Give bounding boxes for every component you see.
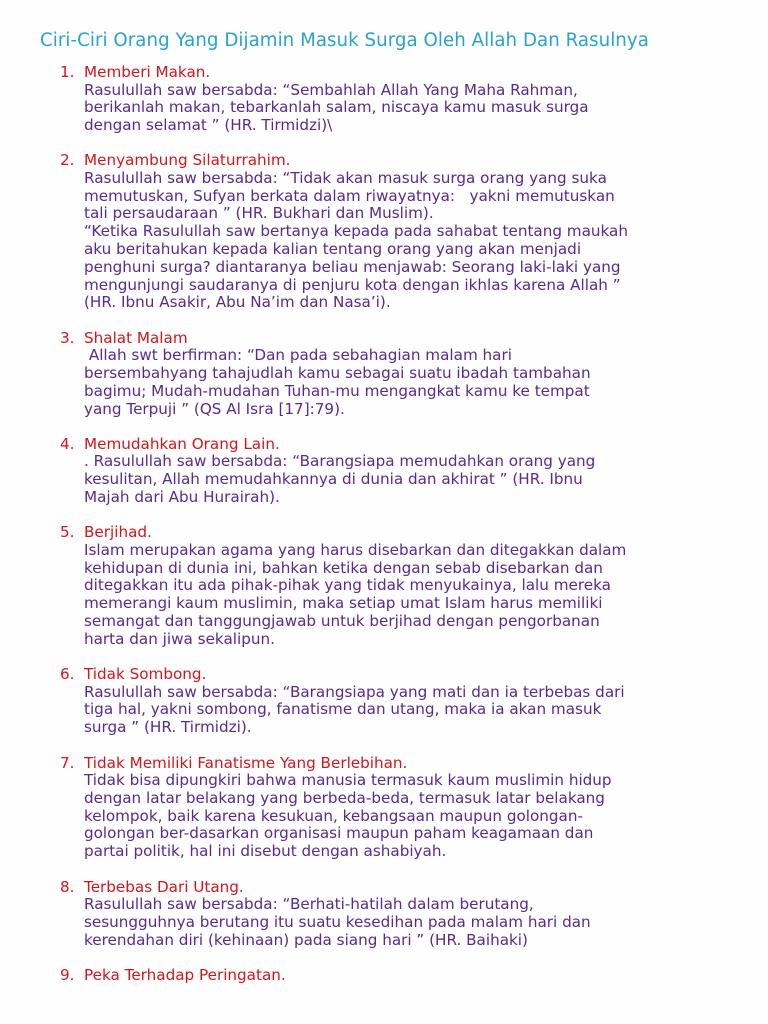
body-line: golongan ber-dasarkan organisasi maupun paham keagamaan dan: [84, 824, 594, 843]
list-item: [60, 879, 760, 950]
list-item: [60, 330, 760, 419]
item-number: 4.: [60, 434, 75, 453]
body-line: Rasulullah saw bersabda: “Tidak akan masuk surga orang yang suka: [84, 168, 607, 187]
body-line: Rasulullah saw bersabda: “Berhati-hatilah dalam berutang,: [84, 895, 534, 913]
list-item: [60, 152, 760, 312]
item-heading-text: Memberi Makan.: [84, 63, 211, 81]
item-heading: [60, 152, 760, 170]
list-item: [60, 755, 760, 861]
item-number: 2.: [60, 151, 75, 170]
criteria-list: [60, 64, 760, 1002]
body-line: semangat dan tanggungjawab untuk berjihad dengan pengorbanan: [84, 612, 600, 631]
body-line: partai politik, hal ini disebut dengan ashabiyah.: [84, 842, 447, 861]
item-body: [84, 542, 760, 649]
body-line: Tidak bisa dipungkiri bahwa manusia termasuk kaum muslimin hidup: [84, 771, 612, 790]
item-heading: [60, 330, 760, 348]
item-heading-text: Shalat Malam: [84, 328, 188, 347]
body-line: “Ketika Rasulullah saw bertanya kepada pada sahabat tentang maukah: [84, 222, 628, 241]
body-line: yang Terpuji ” (QS Al Isra [17]:79).: [84, 399, 345, 418]
body-line: bersembahyang tahajudlah kamu sebagai suatu ibadah tambahan: [84, 364, 591, 383]
body-line: Allah swt berfirman: “Dan pada sebahagian malam hari: [84, 346, 512, 365]
list-item: [60, 524, 760, 648]
item-body: [84, 82, 760, 135]
item-heading: [60, 64, 760, 82]
body-line: dengan latar belakang yang berbeda-beda, termasuk latar belakang: [84, 788, 605, 807]
item-heading-text: Memudahkan Orang Lain.: [84, 434, 280, 453]
body-line: aku beritahukan kepada kalian tentang orang yang akan menjadi: [84, 240, 582, 259]
item-number: 9.: [60, 965, 75, 984]
item-heading: [60, 666, 760, 684]
body-line: (HR. Ibnu Asakir, Abu Na’im dan Nasa’i).: [84, 293, 391, 312]
body-line: dengan selamat ” (HR. Tirmidzi)\: [84, 116, 333, 135]
body-line: kerendahan diri (kehinaan) pada siang hari ” (HR. Baihaki): [84, 930, 528, 949]
document-title: Ciri-Ciri Orang Yang Dijamin Masuk Surga Oleh Allah Dan Rasulnya: [40, 30, 649, 51]
list-item: [60, 967, 760, 985]
body-line: kelompok, baik karena kesukuan, kebangsaan maupun golongan-: [84, 806, 583, 825]
item-number: 1.: [60, 63, 75, 81]
item-heading-text: Peka Terhadap Peringatan.: [84, 965, 286, 984]
list-item: [60, 64, 760, 135]
body-line: Rasulullah saw bersabda: “Barangsiapa yang mati dan ia terbebas dari: [84, 682, 625, 701]
item-body: [84, 347, 760, 418]
body-line: . Rasulullah saw bersabda: “Barangsiapa memudahkan orang yang: [84, 452, 596, 471]
body-line: berikanlah makan, tebarkanlah salam, niscaya kamu masuk surga: [84, 98, 589, 117]
item-body: [84, 453, 760, 506]
body-line: Rasulullah saw bersabda: “Sembahlah Allah Yang Maha Rahman,: [84, 80, 578, 99]
body-line: harta dan jiwa sekalipun.: [84, 629, 275, 648]
body-line: Islam merupakan agama yang harus disebarkan dan ditegakkan dalam: [84, 540, 627, 559]
item-number: 7.: [60, 753, 75, 772]
body-line: surga ” (HR. Tirmidzi).: [84, 718, 252, 737]
body-line: memutuskan, Sufyan berkata dalam riwayatnya: yakni memutuskan: [84, 186, 615, 205]
item-number: 8.: [60, 877, 75, 896]
item-heading-text: Berjihad.: [84, 523, 152, 542]
item-heading-text: Menyambung Silaturrahim.: [84, 151, 291, 170]
item-heading: [60, 755, 760, 773]
body-line: ditegakkan itu ada pihak-pihak yang tidak menyukainya, lalu mereka: [84, 576, 611, 595]
body-line: memerangi kaum muslimin, maka setiap umat Islam harus memiliki: [84, 594, 603, 613]
item-body: [84, 684, 760, 737]
body-line: tiga hal, yakni sombong, fanatisme dan utang, maka ia akan masuk: [84, 700, 602, 719]
item-body: [84, 772, 760, 861]
body-line: mengunjungi saudaranya di penjuru kota dengan ikhlas karena Allah ”: [84, 275, 621, 294]
body-line: Majah dari Abu Hurairah).: [84, 488, 280, 507]
item-heading: [60, 967, 760, 985]
item-heading-text: Tidak Sombong.: [84, 665, 207, 684]
item-heading-text: Tidak Memiliki Fanatisme Yang Berlebihan.: [84, 753, 408, 772]
body-line: kehidupan di dunia ini, bahkan ketika dengan sebab disebarkan dan: [84, 558, 603, 577]
body-line: penghuni surga? diantaranya beliau menjawab: Seorang laki-laki yang: [84, 257, 621, 276]
item-heading-text: Terbebas Dari Utang.: [84, 877, 244, 896]
item-body: [84, 170, 760, 312]
item-body: [84, 896, 760, 949]
item-number: 3.: [60, 328, 75, 347]
body-line: bagimu; Mudah-mudahan Tuhan-mu mengangkat kamu ke tempat: [84, 381, 590, 400]
body-line: sesungguhnya berutang itu suatu kesedihan pada malam hari dan: [84, 912, 591, 931]
list-item: [60, 666, 760, 737]
list-item: [60, 436, 760, 507]
item-heading: [60, 879, 760, 897]
item-number: 6.: [60, 665, 75, 684]
item-heading: [60, 524, 760, 542]
body-line: kesulitan, Allah memudahkannya di dunia dan akhirat ” (HR. Ibnu: [84, 470, 583, 489]
item-heading: [60, 436, 760, 454]
item-number: 5.: [60, 523, 75, 542]
body-line: tali persaudaraan ” (HR. Bukhari dan Muslim).: [84, 204, 434, 223]
